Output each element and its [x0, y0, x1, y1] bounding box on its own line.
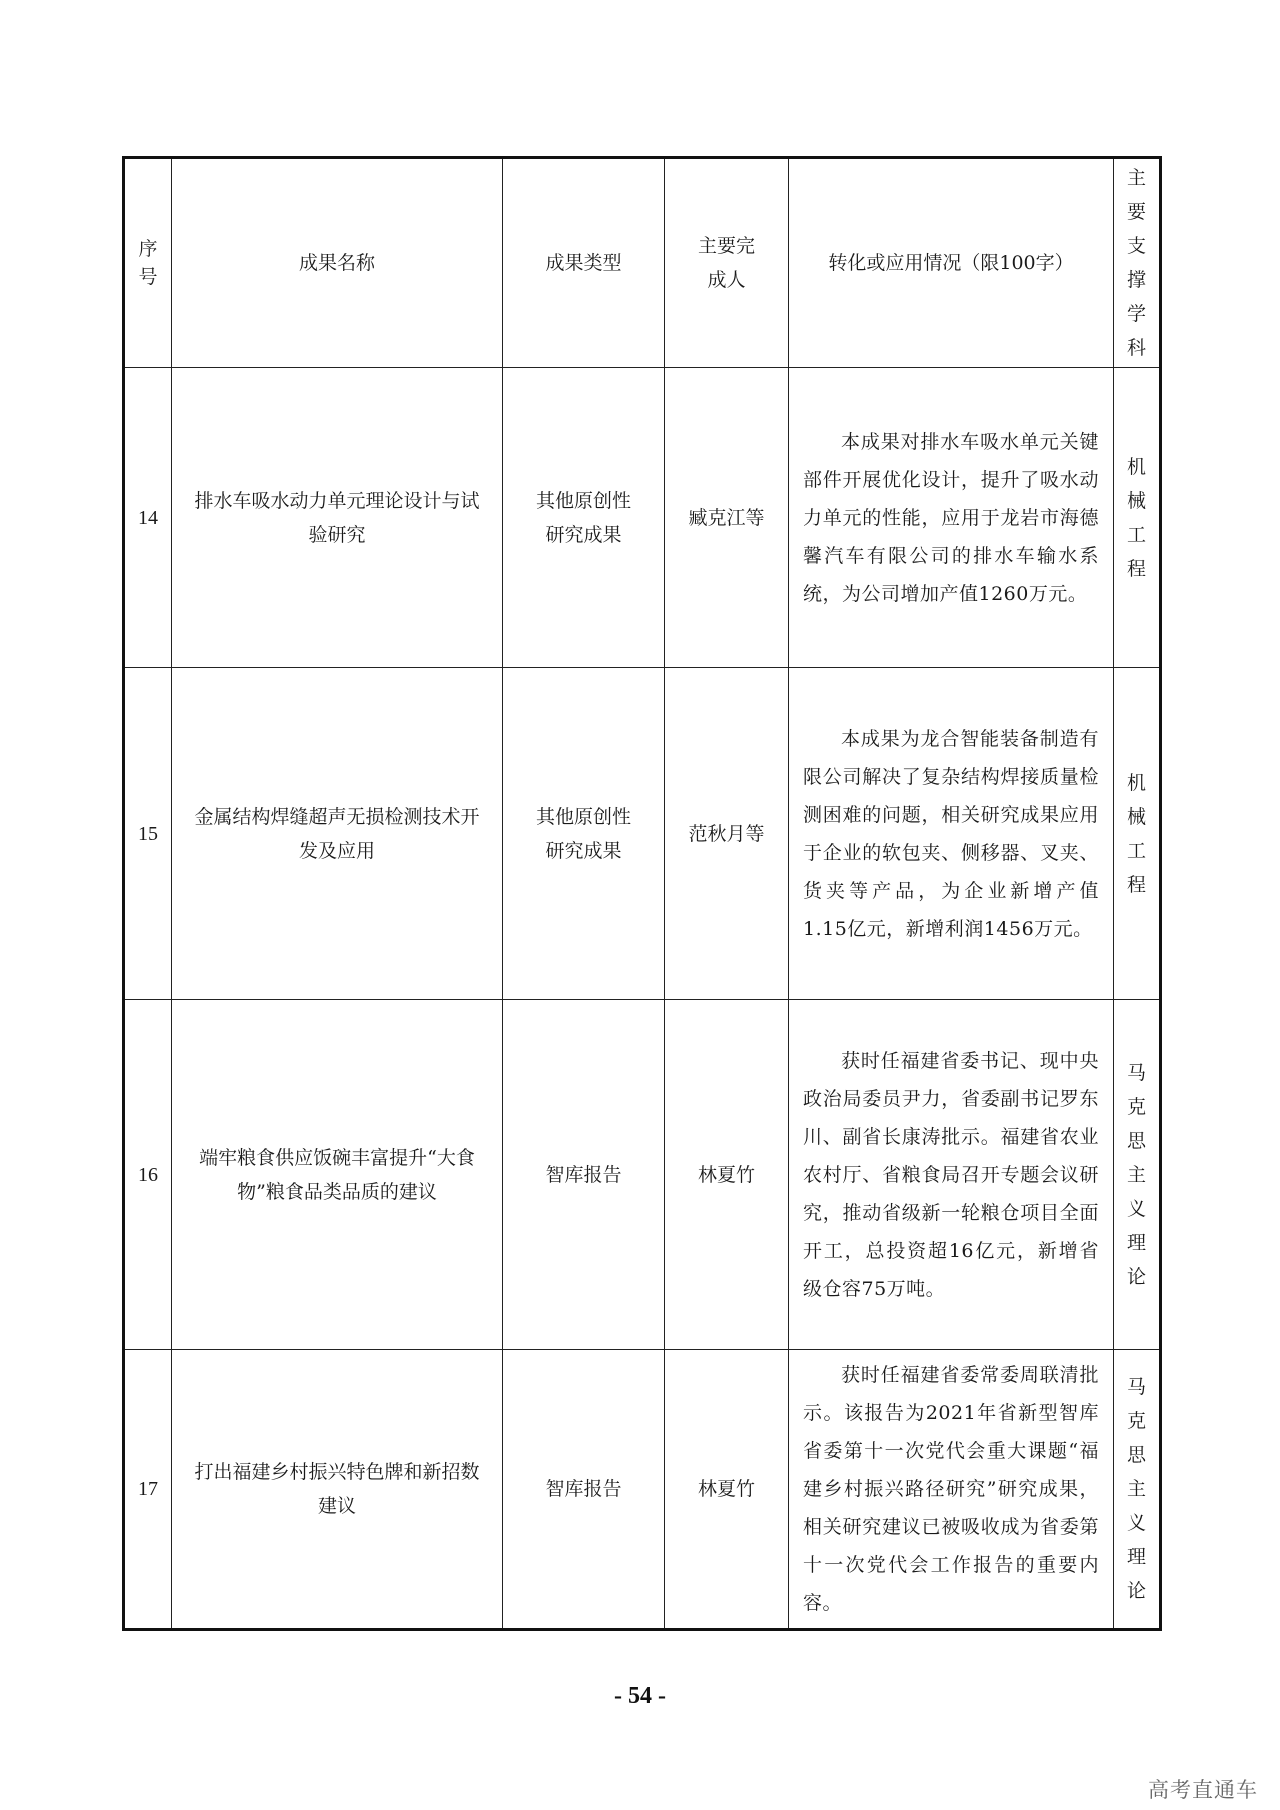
row-person: 范秋月等: [665, 668, 789, 1000]
table-header-row: [124, 158, 1161, 368]
achievements-table: [122, 156, 1162, 1631]
row-person: 林夏竹: [665, 1350, 789, 1630]
page-number: - 54 -: [614, 1683, 666, 1709]
row-type: 智库报告: [503, 1000, 665, 1350]
row-subject: 机械工程: [1114, 368, 1161, 668]
table-row: [124, 668, 1161, 1000]
header-type: 成果类型: [503, 158, 665, 368]
row-index: 16: [124, 1000, 172, 1350]
row-subject: 马克思主义理论: [1114, 1000, 1161, 1350]
header-index: 序号: [124, 158, 172, 368]
row-name: 打出福建乡村振兴特色牌和新招数建议: [172, 1350, 503, 1630]
row-name: 端牢粮食供应饭碗丰富提升“大食物”粮食品类品质的建议: [172, 1000, 503, 1350]
table-row: [124, 368, 1161, 668]
row-person: 林夏竹: [665, 1000, 789, 1350]
row-subject: 马克思主义理论: [1114, 1350, 1161, 1630]
row-desc: 本成果对排水车吸水单元关键部件开展优化设计，提升了吸水动力单元的性能，应用于龙岩市海德馨汽车有限公司的排水车输水系统，为公司增加产值1260万元。: [789, 368, 1114, 668]
header-subject: 主要支撑学科: [1114, 158, 1161, 368]
table-row: [124, 1350, 1161, 1630]
row-index: 14: [124, 368, 172, 668]
watermark: 高考直通车: [1148, 1778, 1258, 1802]
header-person: 主要完成人: [665, 158, 789, 368]
row-index: 15: [124, 668, 172, 1000]
header-name: 成果名称: [172, 158, 503, 368]
row-person: 臧克江等: [665, 368, 789, 668]
row-subject: 机械工程: [1114, 668, 1161, 1000]
row-desc: 获时任福建省委常委周联清批示。该报告为2021年省新型智库省委第十一次党代会重大课题“福建乡村振兴路径研究”研究成果，相关研究建议已被吸收成为省委第十一次党代会工作报告的重要内容。: [789, 1350, 1114, 1630]
row-desc: 本成果为龙合智能装备制造有限公司解决了复杂结构焊接质量检测困难的问题，相关研究成果应用于企业的软包夹、侧移器、叉夹、货夹等产品，为企业新增产值1.15亿元，新增利润1456万元。: [789, 668, 1114, 1000]
row-type: 其他原创性研究成果: [503, 368, 665, 668]
row-name: 金属结构焊缝超声无损检测技术开发及应用: [172, 668, 503, 1000]
header-desc: 转化或应用情况（限100字）: [789, 158, 1114, 368]
row-index: 17: [124, 1350, 172, 1630]
row-name: 排水车吸水动力单元理论设计与试验研究: [172, 368, 503, 668]
table-row: [124, 1000, 1161, 1350]
row-desc: 获时任福建省委书记、现中央政治局委员尹力，省委副书记罗东川、副省长康涛批示。福建省农业农村厅、省粮食局召开专题会议研究，推动省级新一轮粮仓项目全面开工，总投资超16亿元，新增省级仓容75万吨。: [789, 1000, 1114, 1350]
row-type: 其他原创性研究成果: [503, 668, 665, 1000]
row-type: 智库报告: [503, 1350, 665, 1630]
